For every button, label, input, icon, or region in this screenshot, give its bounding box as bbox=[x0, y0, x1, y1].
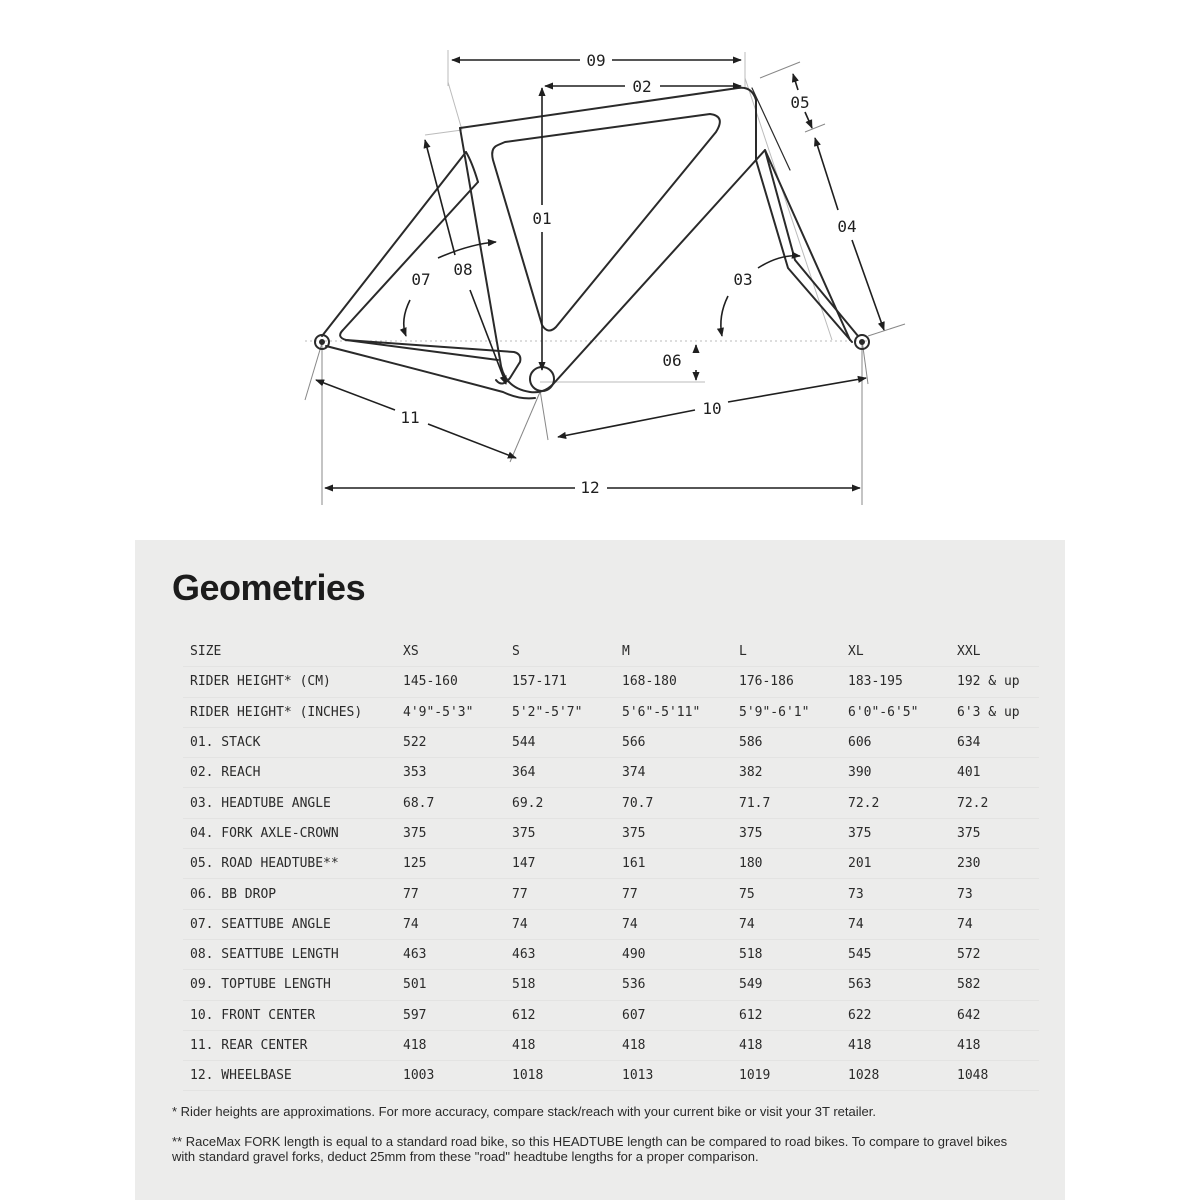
table-cell: 566 bbox=[615, 727, 732, 757]
frame-geometry-diagram bbox=[0, 0, 1200, 540]
row-label: 07. SEATTUBE ANGLE bbox=[183, 909, 396, 939]
table-cell: 375 bbox=[950, 818, 1039, 848]
table-cell: 401 bbox=[950, 758, 1039, 788]
table-cell: 612 bbox=[505, 1000, 615, 1030]
table-cell: 586 bbox=[732, 727, 841, 757]
table-cell: 545 bbox=[841, 939, 950, 969]
table-row bbox=[183, 697, 1039, 727]
table-cell: 1019 bbox=[732, 1061, 841, 1091]
table-cell: 597 bbox=[396, 1000, 505, 1030]
table-cell: 68.7 bbox=[396, 788, 505, 818]
table-row bbox=[183, 727, 1039, 757]
table-row bbox=[183, 909, 1039, 939]
row-label: RIDER HEIGHT* (CM) bbox=[183, 667, 396, 697]
table-cell: 183-195 bbox=[841, 667, 950, 697]
table-cell: 74 bbox=[732, 909, 841, 939]
table-cell: 572 bbox=[950, 939, 1039, 969]
table-header-row bbox=[183, 637, 1039, 667]
geometries-panel bbox=[135, 540, 1065, 1200]
table-cell: 70.7 bbox=[615, 788, 732, 818]
table-cell: 375 bbox=[841, 818, 950, 848]
table-cell: 634 bbox=[950, 727, 1039, 757]
table-cell: 77 bbox=[396, 879, 505, 909]
header-m: M bbox=[615, 637, 732, 667]
geometries-title: Geometries bbox=[172, 567, 366, 608]
table-cell: 75 bbox=[732, 879, 841, 909]
table-cell: 74 bbox=[396, 909, 505, 939]
table-cell: 6'3 & up bbox=[950, 697, 1039, 727]
table-cell: 418 bbox=[732, 1030, 841, 1060]
table-cell: 418 bbox=[841, 1030, 950, 1060]
row-label: 11. REAR CENTER bbox=[183, 1030, 396, 1060]
table-cell: 1013 bbox=[615, 1061, 732, 1091]
footnote-fork-length: ** RaceMax FORK length is equal to a standard road bike, so this HEADTUBE length can be compared to road bikes. To compare to gravel bikes with standard gravel forks, deduct 25mm from these "road" headtube lengths for a proper comparison. bbox=[172, 1134, 1008, 1164]
table-cell: 642 bbox=[950, 1000, 1039, 1030]
table-cell: 125 bbox=[396, 849, 505, 879]
table-cell: 73 bbox=[841, 879, 950, 909]
table-cell: 180 bbox=[732, 849, 841, 879]
header-xs: XS bbox=[396, 637, 505, 667]
table-cell: 375 bbox=[615, 818, 732, 848]
table-cell: 549 bbox=[732, 970, 841, 1000]
table-cell: 1003 bbox=[396, 1061, 505, 1091]
table-cell: 463 bbox=[396, 939, 505, 969]
row-label: 12. WHEELBASE bbox=[183, 1061, 396, 1091]
footnote-rider-height: * Rider heights are approximations. For more accuracy, compare stack/reach with your current bike or visit your 3T retailer. bbox=[172, 1104, 876, 1119]
table-cell: 74 bbox=[950, 909, 1039, 939]
table-cell: 375 bbox=[396, 818, 505, 848]
row-label: 05. ROAD HEADTUBE** bbox=[183, 849, 396, 879]
dimension-labels bbox=[400, 51, 856, 497]
table-cell: 5'6"-5'11" bbox=[615, 697, 732, 727]
table-cell: 74 bbox=[615, 909, 732, 939]
header-xxl: XXL bbox=[950, 637, 1039, 667]
table-cell: 490 bbox=[615, 939, 732, 969]
table-cell: 622 bbox=[841, 1000, 950, 1030]
table-cell: 418 bbox=[505, 1030, 615, 1060]
table-cell: 612 bbox=[732, 1000, 841, 1030]
dim-label-04: 04 bbox=[837, 217, 857, 236]
table-cell: 72.2 bbox=[841, 788, 950, 818]
table-cell: 73 bbox=[950, 879, 1039, 909]
table-cell: 364 bbox=[505, 758, 615, 788]
row-label: 01. STACK bbox=[183, 727, 396, 757]
row-label: 04. FORK AXLE-CROWN bbox=[183, 818, 396, 848]
table-cell: 375 bbox=[732, 818, 841, 848]
row-label: 09. TOPTUBE LENGTH bbox=[183, 970, 396, 1000]
header-l: L bbox=[732, 637, 841, 667]
table-cell: 77 bbox=[505, 879, 615, 909]
table-cell: 382 bbox=[732, 758, 841, 788]
table-cell: 1028 bbox=[841, 1061, 950, 1091]
table-cell: 536 bbox=[615, 970, 732, 1000]
table-cell: 147 bbox=[505, 849, 615, 879]
table-row bbox=[183, 758, 1039, 788]
row-label: 06. BB DROP bbox=[183, 879, 396, 909]
table-cell: 518 bbox=[732, 939, 841, 969]
table-cell: 69.2 bbox=[505, 788, 615, 818]
dim-label-03: 03 bbox=[733, 270, 753, 289]
dim-label-12: 12 bbox=[580, 478, 600, 497]
dim-label-09: 09 bbox=[586, 51, 606, 70]
bike-frame bbox=[315, 88, 869, 399]
dim-label-02: 02 bbox=[632, 77, 652, 96]
table-cell: 192 & up bbox=[950, 667, 1039, 697]
table-cell: 375 bbox=[505, 818, 615, 848]
table-row bbox=[183, 1000, 1039, 1030]
table-cell: 72.2 bbox=[950, 788, 1039, 818]
table-row bbox=[183, 1030, 1039, 1060]
table-cell: 176-186 bbox=[732, 667, 841, 697]
table-cell: 157-171 bbox=[505, 667, 615, 697]
table-cell: 463 bbox=[505, 939, 615, 969]
header-s: S bbox=[505, 637, 615, 667]
table-cell: 1018 bbox=[505, 1061, 615, 1091]
table-cell: 418 bbox=[396, 1030, 505, 1060]
row-label: RIDER HEIGHT* (INCHES) bbox=[183, 697, 396, 727]
row-label: 03. HEADTUBE ANGLE bbox=[183, 788, 396, 818]
header-xl: XL bbox=[841, 637, 950, 667]
dim-label-10: 10 bbox=[702, 399, 722, 418]
table-cell: 74 bbox=[841, 909, 950, 939]
table-cell: 201 bbox=[841, 849, 950, 879]
table-row bbox=[183, 939, 1039, 969]
dim-label-07: 07 bbox=[411, 270, 431, 289]
table-cell: 374 bbox=[615, 758, 732, 788]
table-cell: 353 bbox=[396, 758, 505, 788]
table-row bbox=[183, 818, 1039, 848]
table-cell: 607 bbox=[615, 1000, 732, 1030]
table-row bbox=[183, 849, 1039, 879]
table-cell: 5'9"-6'1" bbox=[732, 697, 841, 727]
dim-label-08: 08 bbox=[453, 260, 473, 279]
table-row bbox=[183, 788, 1039, 818]
table-cell: 6'0"-6'5" bbox=[841, 697, 950, 727]
table-cell: 522 bbox=[396, 727, 505, 757]
table-cell: 606 bbox=[841, 727, 950, 757]
table-row bbox=[183, 667, 1039, 697]
table-row bbox=[183, 970, 1039, 1000]
table-cell: 390 bbox=[841, 758, 950, 788]
table-cell: 71.7 bbox=[732, 788, 841, 818]
table-cell: 563 bbox=[841, 970, 950, 1000]
header-size: SIZE bbox=[183, 637, 396, 667]
geometry-table bbox=[183, 637, 1039, 1091]
table-cell: 544 bbox=[505, 727, 615, 757]
frame-geometry-svg bbox=[0, 0, 1200, 540]
table-cell: 168-180 bbox=[615, 667, 732, 697]
table-cell: 501 bbox=[396, 970, 505, 1000]
table-cell: 77 bbox=[615, 879, 732, 909]
reference-lines bbox=[305, 50, 905, 505]
row-label: 08. SEATTUBE LENGTH bbox=[183, 939, 396, 969]
table-row bbox=[183, 1061, 1039, 1091]
dim-label-11: 11 bbox=[400, 408, 420, 427]
table-cell: 582 bbox=[950, 970, 1039, 1000]
table-cell: 161 bbox=[615, 849, 732, 879]
row-label: 10. FRONT CENTER bbox=[183, 1000, 396, 1030]
table-cell: 74 bbox=[505, 909, 615, 939]
dim-label-01: 01 bbox=[532, 209, 552, 228]
table-cell: 5'2"-5'7" bbox=[505, 697, 615, 727]
table-cell: 145-160 bbox=[396, 667, 505, 697]
table-cell: 418 bbox=[950, 1030, 1039, 1060]
row-label: 02. REACH bbox=[183, 758, 396, 788]
table-cell: 230 bbox=[950, 849, 1039, 879]
dim-label-06: 06 bbox=[662, 351, 682, 370]
dim-label-05: 05 bbox=[790, 93, 810, 112]
table-cell: 518 bbox=[505, 970, 615, 1000]
table-cell: 4'9"-5'3" bbox=[396, 697, 505, 727]
table-cell: 1048 bbox=[950, 1061, 1039, 1091]
table-row bbox=[183, 879, 1039, 909]
table-cell: 418 bbox=[615, 1030, 732, 1060]
